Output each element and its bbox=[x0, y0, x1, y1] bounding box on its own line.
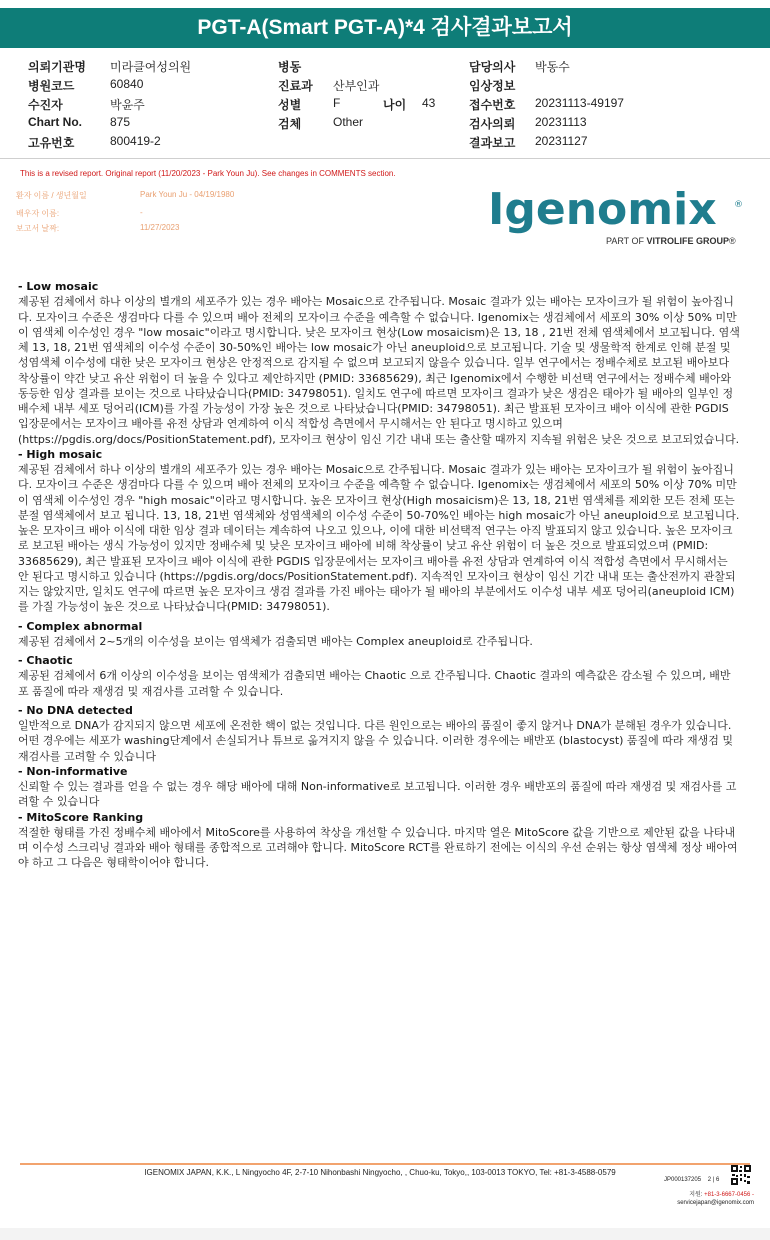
section-body-high-mosaic: 제공된 검체에서 하나 이상의 별개의 세포주가 있는 경우 배아는 Mosaic으로 간주됩니다. Mosaic 결과가 있는 배아는 모자이크가 될 위험이 높아집니다. 모자이크 수준은 생검마다 다를 수 있으며 배아 전체의 모자이크 수준을 예측할 수 없습니다. Igenomix는 생검체에서 세포의 50% 이상 70% 미만이 염색체 이수성인 경우 "high mosaic"이라고 명시합니다. 높은 모자이크 현상(High mosaicism)은 13, 18, 21번 염색체를 제외한 모든 전체 또는 분절 염색체에서 보고 됩니다. 13, 18, 21번 염색체와 성염색체의 이수성 수준이 50-70%인 배아는 high mosaic가 아닌 aneuploid으로 보고됩니다. 높은 모자이크 배아 이식에 대한 임상 결과 데이터는 계속하여 나오고 있으나, 이에 대한 비선택적 연구는 아직 발표되지 않고 있습니다. 높은 모자이크로 보고된 배아는 생식 가능성이 있지만 정배수체 및 낮은 모자이크 배아에 비해 착상률이 낮고 유산 위험이 더 높은 것으로 발표되었으며 (PMID: 33685629), 최근 발표된 모자이크 배아 이식에 관한 PGDIS 입장문에서는 모자이크 배아를 유전 상담과 연계하여 이식 적합성 측면에서 무시해서는 안 된다고 명시하고 있습니다 (https://pgdis.org/docs/PositionStatement.pdf). 지속적인 모자이크 현상이 임신 기간 내내 또는 출산전까지 관찰되지는 않았지만, 일치도 연구에 따르면 높은 모자이크 생검 결과를 가진 배아는 태아가 될 배아의 부분에서도 이수성 내부 세포 덩어리(aneuploid ICM)를 가질 가능성이 높은 것으로 나타났습니다(PMID: 34798051). bbox=[18, 463, 740, 614]
logo-subtitle: PART OF VITROLIFE GROUP® bbox=[606, 236, 736, 246]
recipient-label: 수진자 bbox=[28, 98, 63, 112]
footer-doc-info bbox=[664, 1177, 719, 1183]
department-label: 진료과 bbox=[278, 79, 313, 93]
age-value: 43 bbox=[422, 96, 436, 110]
meta-patient bbox=[16, 190, 235, 201]
section-title-mitoscore: - MitoScore Ranking bbox=[18, 810, 144, 824]
section-body-mitoscore: 적절한 형태를 가진 정배수체 배아에서 MitoScore를 사용하여 착상을 개선할 수 있습니다. 마지막 열은 MitoScore 값을 기반으로 제안된 값을 나타내며 이수성 스크리닝 결과와 배아 형태를 종합적으로 고려해야 합니다. MitoScore RCT를 완료하기 전에는 이식의 우선 순위는 항상 염색체 정상 배아여야 하고 그 다음은 형태학이어야 합니다. bbox=[18, 825, 738, 870]
section-title-complex-abnormal: - Complex abnormal bbox=[18, 619, 143, 633]
section-title-no-dna: - No DNA detected bbox=[18, 703, 133, 717]
section-body-non-informative: 신뢰할 수 있는 결과를 얻을 수 없는 경우 해당 배아에 대해 Non-informative로 보고됩니다. 이러한 경우 배반포의 품질에 따라 재생검 및 재검사를 고려할 수 있습니다 bbox=[18, 780, 737, 809]
meta-spouse bbox=[16, 208, 143, 219]
specimen-label: 검체 bbox=[278, 117, 302, 131]
footer-doc-code: JP000137205 bbox=[664, 1177, 702, 1183]
receipt-no-label: 접수번호 bbox=[469, 98, 516, 112]
revision-notice: This is a revised report. Original report (11/20/2023 - Park Youn Ju). See changes in COMMENTS section. bbox=[20, 169, 396, 178]
section-body-complex-abnormal: 제공된 검체에서 2~5개의 이수성을 보이는 염색체가 검출되면 배아는 Complex aneuploid로 간주됩니다. bbox=[18, 634, 533, 648]
meta-report-date-value: 11/27/2023 bbox=[140, 223, 180, 232]
contact-label: 지원: bbox=[689, 1192, 705, 1198]
meta-report-date-label: 보고서 날짜: bbox=[16, 224, 60, 233]
doctor-value: 박동수 bbox=[535, 60, 570, 74]
header-divider bbox=[0, 158, 770, 159]
footer-contact bbox=[666, 1191, 754, 1207]
section-title-chaotic: - Chaotic bbox=[18, 654, 73, 667]
department-value: 산부인과 bbox=[333, 79, 380, 93]
qr-code-icon bbox=[731, 1165, 751, 1185]
doctor-label: 담당의사 bbox=[469, 60, 516, 74]
request-date-label: 검사의뢰 bbox=[469, 117, 516, 131]
logo-registered-mark: ® bbox=[734, 200, 743, 210]
chart-no-label: Chart No. bbox=[28, 115, 82, 129]
section-body-low-mosaic: 제공된 검체에서 하나 이상의 별개의 세포주가 있는 경우 배아는 Mosaic으로 간주됩니다. Mosaic 결과가 있는 배아는 모자이크가 될 위험이 높아집니다. 모자이크 수준은 생검마다 다를 수 있으며 배아 전체의 모자이크 수준을 예측할 수 없습니다. Igenomix는 생검체에서 세포의 30% 이상 50% 미만이 염색체 이수성인 경우 "low mosaic"이라고 명시합니다. 낮은 모자이크 현상(Low mosaicism)은 13, 18 , 21번 전체 염색체에서 보고됩니다. 염색체 13, 18, 21번 염색체의 이수성 수준이 30-50%인 배아는 low mosaic가 아닌 aneuploid으로 보고됩니다. 기술 및 생물학적 한계로 인해 분절 및 성염색체 이수성에 대한 낮은 모자이크 현상은 안정적으로 감지될 수 없으며 보고되지 않을수 있습니다. 일부 연구에서는 정배수체로 보고된 배아보다 착상률이 약간 낮고 유산 위험이 더 높을 수 있다고 제안하지만 (PMID: 33685629), 최근 Igenomix에서 수행한 비선택 연구에서는 정배수체 배아와 동등한 임상 결과를 보이는 것으로 나타났습니다(PMID: 34798051). 일치도 연구에 따르면 모자이크 결과가 낮은 생검은 태아가 될 배아의 일부인 정배수체 내부 세포 덩어리(ICM)를 가질 가능성이 가장 높은 것으로 나타났습니다(PMID: 34798051). 최근 발표된 모자이크 배아 이식에 관한 PGDIS 입장문에서는 모자이크 배아를 유전 상담과 연계하여 이식 적합성 측면에서 무시해서는 안 된다고 명시하고 있으며 (https://pgdis.org/docs/PositionStatement.pdf), 모자이크 현상이 임신 기간 내내 또는 출산할 때까지 지속될 위험은 낮은 것으로 보고되었습니다. bbox=[18, 295, 740, 446]
comments-section bbox=[18, 279, 740, 871]
section-body-chaotic: 제공된 검체에서 6개 이상의 이수성을 보이는 염색체가 검출되면 배아는 Chaotic 으로 간주됩니다. Chaotic 결과의 예측값은 감소될 수 있으며, 배반포 품질에 따라 재생검 및 재검사를 고려할 수 있습니다. bbox=[18, 669, 731, 698]
receipt-no-value: 20231113-49197 bbox=[535, 96, 624, 110]
clinical-info-label: 임상정보 bbox=[469, 79, 516, 93]
section-title-high-mosaic: - High mosaic bbox=[18, 447, 103, 461]
hospital-code-label: 병원코드 bbox=[28, 79, 75, 93]
chart-no-value: 875 bbox=[110, 115, 131, 129]
contact-phone: +81-3-6667-0456 - bbox=[704, 1192, 754, 1198]
unique-no-label: 고유번호 bbox=[28, 136, 75, 150]
contact-email[interactable]: servicejapan@igenomix.com bbox=[677, 1200, 754, 1206]
recipient-value: 박윤주 bbox=[110, 98, 145, 112]
report-date-label: 결과보고 bbox=[469, 136, 516, 150]
meta-report-date bbox=[16, 223, 180, 234]
igenomix-logo bbox=[488, 184, 748, 250]
sex-label: 성별 bbox=[278, 98, 302, 112]
footer-page-number: 2 | 6 bbox=[707, 1177, 720, 1183]
footer-address: IGENOMIX JAPAN, K.K., L Ningyocho 4F, 2-7-10 Nihonbashi Ningyocho, , Chuo-ku, Tokyo,, 103-0013 TOKYO, Tel: +81-3-4588-0579 bbox=[144, 1168, 616, 1177]
institution-label: 의뢰기관명 bbox=[28, 60, 86, 74]
institution-value: 미라클여성의원 bbox=[110, 60, 192, 74]
report-date-value: 20231127 bbox=[535, 134, 588, 148]
footer-divider bbox=[20, 1163, 750, 1165]
request-date-value: 20231113 bbox=[535, 115, 587, 129]
meta-patient-value: Park Youn Ju - 04/19/1980 bbox=[140, 190, 235, 199]
meta-spouse-value: - bbox=[140, 208, 143, 217]
sex-value: F bbox=[333, 96, 341, 110]
specimen-value: Other bbox=[333, 115, 364, 129]
meta-patient-label: 환자 이름 / 생년월일 bbox=[16, 191, 87, 200]
logo-wordmark: Igenomix bbox=[488, 184, 717, 235]
meta-spouse-label: 배우자 이름: bbox=[16, 209, 60, 218]
ward-label: 병동 bbox=[278, 60, 302, 74]
section-title-non-informative: - Non-informative bbox=[18, 764, 128, 778]
unique-no-value: 800419-2 bbox=[110, 134, 161, 148]
age-label: 나이 bbox=[383, 98, 407, 112]
section-title-low-mosaic: - Low mosaic bbox=[18, 280, 99, 293]
patient-info-grid bbox=[28, 58, 748, 150]
hospital-code-value: 60840 bbox=[110, 77, 144, 91]
report-title: PGT-A(Smart PGT-A)*4 검사결과보고서 bbox=[0, 8, 770, 48]
section-body-no-dna: 일반적으로 DNA가 감지되지 않으면 세포에 온전한 핵이 없는 것입니다. 다른 원인으로는 배아의 품질이 좋지 않거나 DNA가 분해된 경우가 있습니다. 어떤 경우에는 세포가 washing단계에서 손실되거나 튜브로 옮겨지지 않을 수 있습니다. 이러한 경우에는 배반포 (blastocyst) 품질에 따라 재생검 및 재검사를 고려할 수 있습니다 bbox=[18, 719, 734, 763]
